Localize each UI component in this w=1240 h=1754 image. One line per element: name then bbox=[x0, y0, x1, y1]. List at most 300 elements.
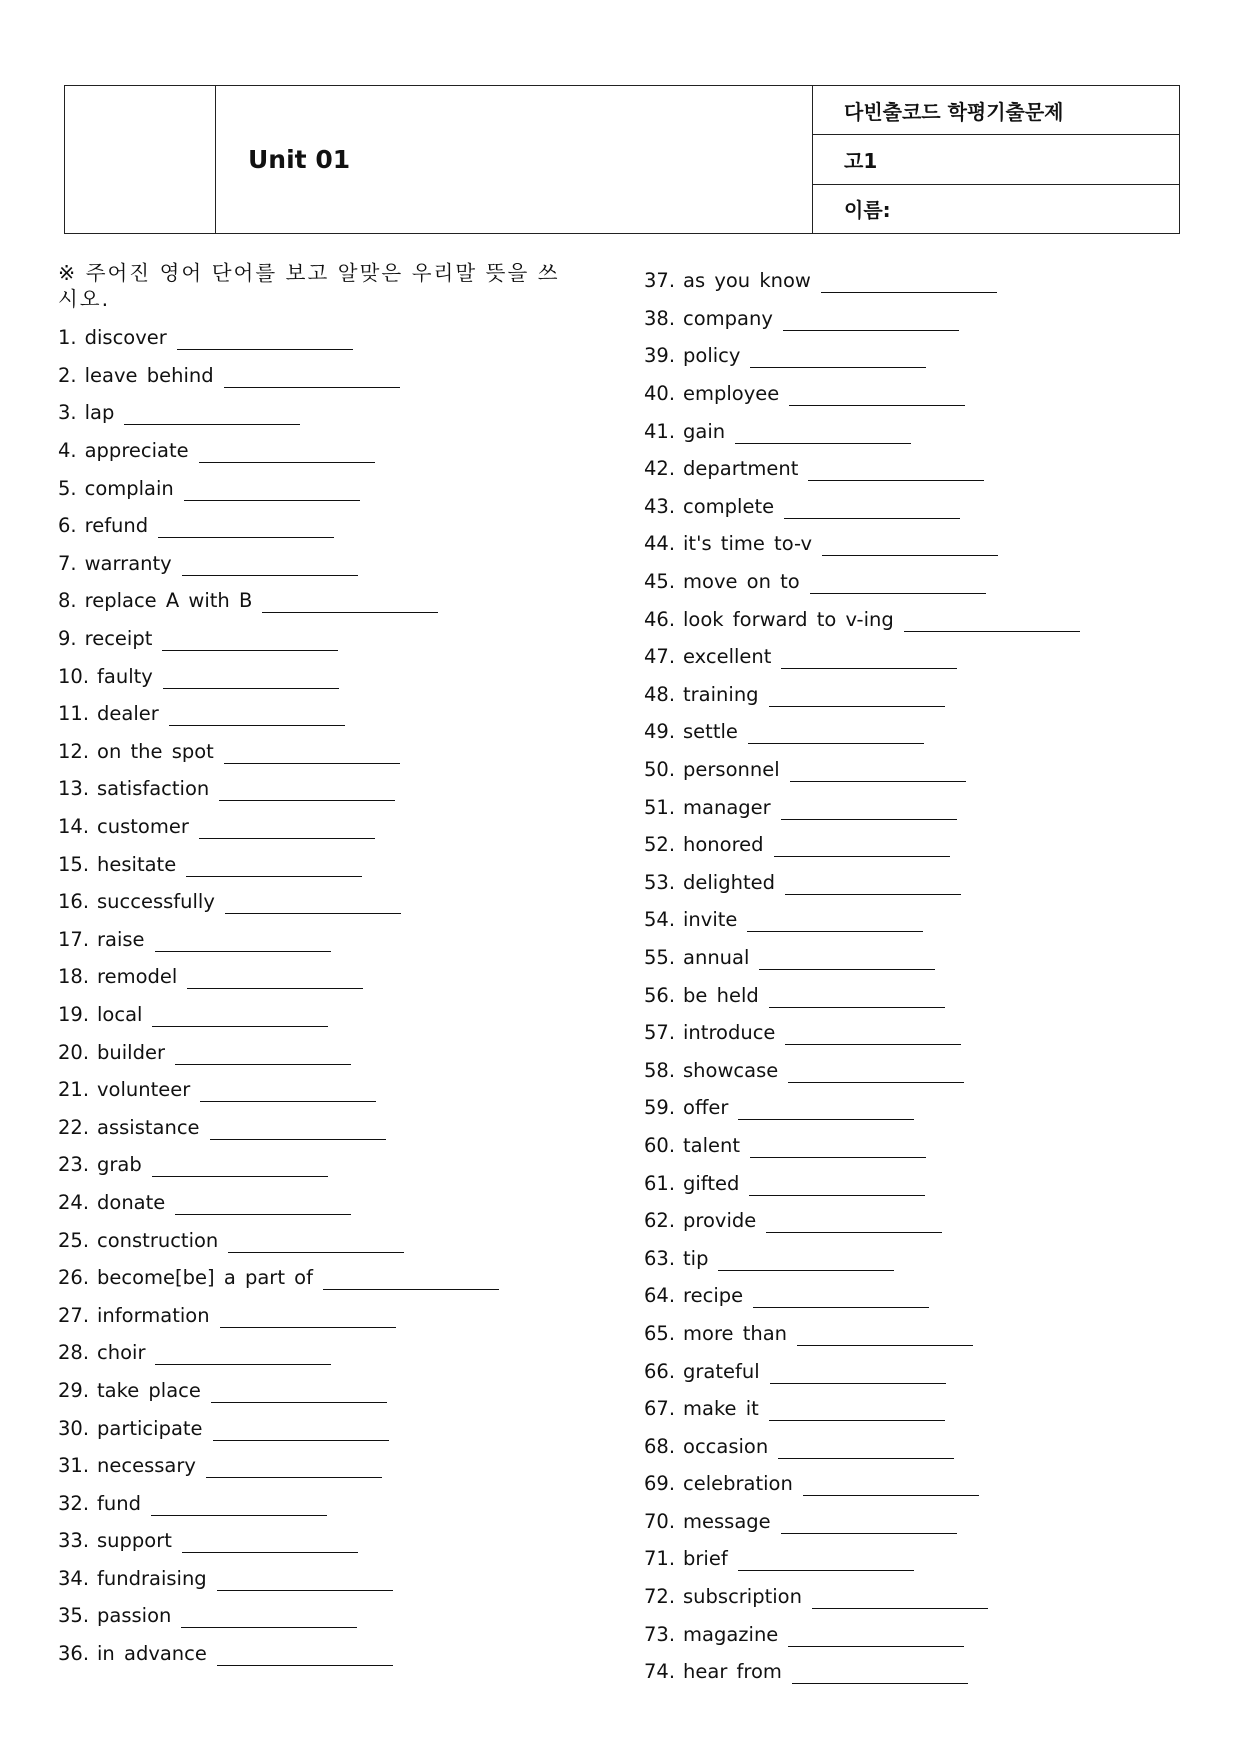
vocab-item bbox=[58, 1146, 578, 1184]
vocab-item bbox=[58, 657, 578, 695]
vocab-item bbox=[58, 394, 578, 432]
answer-blank[interactable] bbox=[219, 782, 395, 801]
item-word: satisfaction bbox=[97, 777, 210, 801]
vocab-item bbox=[58, 1221, 578, 1259]
series-title: 다빈출코드 학평기출문제 bbox=[813, 86, 1179, 135]
vocab-item bbox=[58, 808, 578, 846]
answer-blank[interactable] bbox=[785, 876, 961, 895]
item-number: 30. bbox=[58, 1416, 90, 1440]
vocab-item bbox=[644, 1315, 1164, 1353]
vocab-item bbox=[644, 638, 1164, 676]
item-word: brief bbox=[683, 1547, 728, 1571]
vocab-item bbox=[58, 1560, 578, 1598]
item-word: more than bbox=[683, 1321, 788, 1345]
item-word: invite bbox=[683, 908, 738, 932]
vocab-item bbox=[644, 1239, 1164, 1277]
item-number: 29. bbox=[58, 1378, 90, 1402]
item-number: 65. bbox=[644, 1321, 676, 1345]
answer-blank[interactable] bbox=[749, 1177, 925, 1196]
vocab-item bbox=[58, 733, 578, 771]
answer-blank[interactable] bbox=[810, 575, 986, 594]
item-number: 68. bbox=[644, 1434, 676, 1458]
item-word: receipt bbox=[84, 627, 153, 651]
item-word: policy bbox=[683, 344, 741, 368]
item-number: 35. bbox=[58, 1604, 90, 1628]
answer-blank[interactable] bbox=[162, 632, 338, 651]
answer-blank[interactable] bbox=[783, 312, 959, 331]
item-word: builder bbox=[97, 1040, 165, 1064]
vocab-item bbox=[644, 939, 1164, 977]
vocab-item bbox=[58, 958, 578, 996]
answer-blank[interactable] bbox=[184, 482, 360, 501]
item-number: 1. bbox=[58, 326, 77, 350]
answer-blank[interactable] bbox=[199, 444, 375, 463]
item-number: 13. bbox=[58, 777, 90, 801]
item-number: 49. bbox=[644, 720, 676, 744]
vocab-item bbox=[644, 450, 1164, 488]
item-word: choir bbox=[97, 1341, 146, 1365]
vocab-item bbox=[58, 357, 578, 395]
answer-blank[interactable] bbox=[788, 1064, 964, 1083]
vocab-item bbox=[58, 620, 578, 658]
answer-blank[interactable] bbox=[750, 349, 926, 368]
item-number: 4. bbox=[58, 439, 77, 463]
vocab-item bbox=[644, 1653, 1164, 1691]
item-number: 42. bbox=[644, 457, 676, 481]
left-column bbox=[58, 260, 578, 1672]
vocab-item bbox=[644, 375, 1164, 413]
vocab-item bbox=[644, 1578, 1164, 1616]
item-number: 2. bbox=[58, 363, 77, 387]
answer-blank[interactable] bbox=[199, 820, 375, 839]
item-number: 48. bbox=[644, 682, 676, 706]
item-number: 23. bbox=[58, 1153, 90, 1177]
item-number: 55. bbox=[644, 945, 676, 969]
item-word: in advance bbox=[97, 1642, 207, 1666]
answer-blank[interactable] bbox=[747, 913, 923, 932]
answer-blank[interactable] bbox=[781, 1515, 957, 1534]
answer-blank[interactable] bbox=[735, 425, 911, 444]
item-word: raise bbox=[97, 927, 145, 951]
worksheet-header bbox=[64, 85, 1180, 234]
vocab-item bbox=[58, 507, 578, 545]
item-word: make it bbox=[683, 1397, 759, 1421]
item-number: 24. bbox=[58, 1190, 90, 1214]
answer-blank[interactable] bbox=[769, 688, 945, 707]
vocab-item bbox=[58, 319, 578, 357]
item-number: 11. bbox=[58, 702, 90, 726]
vocab-item bbox=[58, 845, 578, 883]
item-number: 6. bbox=[58, 514, 77, 538]
item-word: volunteer bbox=[97, 1078, 191, 1102]
item-number: 71. bbox=[644, 1547, 676, 1571]
item-number: 37. bbox=[644, 269, 676, 293]
item-word: warranty bbox=[84, 551, 172, 575]
header-meta bbox=[813, 86, 1179, 233]
vocab-item bbox=[58, 1334, 578, 1372]
vocab-item bbox=[58, 1108, 578, 1146]
answer-blank[interactable] bbox=[738, 1101, 914, 1120]
answer-blank[interactable] bbox=[217, 1572, 393, 1591]
item-word: subscription bbox=[683, 1585, 802, 1609]
item-number: 12. bbox=[58, 739, 90, 763]
vocab-item bbox=[58, 1296, 578, 1334]
vocab-item bbox=[58, 1372, 578, 1410]
answer-blank[interactable] bbox=[124, 406, 300, 425]
vocab-item bbox=[644, 412, 1164, 450]
item-word: settle bbox=[683, 720, 738, 744]
vocab-item bbox=[58, 1447, 578, 1485]
item-number: 73. bbox=[644, 1622, 676, 1646]
answer-blank[interactable] bbox=[217, 1647, 393, 1666]
item-number: 26. bbox=[58, 1266, 90, 1290]
vocab-item bbox=[644, 488, 1164, 526]
vocab-item bbox=[58, 1522, 578, 1560]
item-number: 47. bbox=[644, 645, 676, 669]
item-number: 63. bbox=[644, 1246, 676, 1270]
vocab-item bbox=[644, 1127, 1164, 1165]
item-word: dealer bbox=[97, 702, 159, 726]
item-number: 32. bbox=[58, 1491, 90, 1515]
answer-blank[interactable] bbox=[781, 650, 957, 669]
answer-blank[interactable] bbox=[206, 1459, 382, 1478]
vocab-item bbox=[58, 883, 578, 921]
item-number: 17. bbox=[58, 927, 90, 951]
vocab-item bbox=[644, 1014, 1164, 1052]
item-word: delighted bbox=[683, 870, 775, 894]
item-number: 9. bbox=[58, 627, 77, 651]
answer-blank[interactable] bbox=[789, 387, 965, 406]
item-number: 19. bbox=[58, 1002, 90, 1026]
vocab-item bbox=[58, 695, 578, 733]
item-word: assistance bbox=[97, 1115, 200, 1139]
vocab-item bbox=[644, 826, 1164, 864]
item-word: remodel bbox=[97, 965, 178, 989]
item-word: it's time to-v bbox=[683, 532, 813, 556]
vocab-item bbox=[58, 1635, 578, 1673]
item-number: 44. bbox=[644, 532, 676, 556]
item-number: 7. bbox=[58, 551, 77, 575]
answer-blank[interactable] bbox=[750, 1139, 926, 1158]
vocab-item bbox=[58, 1409, 578, 1447]
item-word: passion bbox=[97, 1604, 172, 1628]
answer-blank[interactable] bbox=[182, 557, 358, 576]
vocab-item bbox=[644, 1352, 1164, 1390]
item-number: 38. bbox=[644, 306, 676, 330]
answer-blank[interactable] bbox=[163, 670, 339, 689]
vocab-item bbox=[644, 864, 1164, 902]
answer-blank[interactable] bbox=[748, 725, 924, 744]
vocab-item bbox=[644, 1089, 1164, 1127]
vocab-item bbox=[58, 582, 578, 620]
item-word: complain bbox=[84, 476, 174, 500]
item-number: 16. bbox=[58, 890, 90, 914]
vocab-item bbox=[58, 545, 578, 583]
answer-blank[interactable] bbox=[225, 895, 401, 914]
answer-blank[interactable] bbox=[152, 1158, 328, 1177]
item-word: talent bbox=[683, 1133, 741, 1157]
vocab-item bbox=[644, 300, 1164, 338]
item-number: 41. bbox=[644, 419, 676, 443]
vocab-item bbox=[644, 788, 1164, 826]
item-number: 60. bbox=[644, 1133, 676, 1157]
vocab-item bbox=[644, 713, 1164, 751]
item-number: 14. bbox=[58, 815, 90, 839]
item-number: 28. bbox=[58, 1341, 90, 1365]
item-number: 27. bbox=[58, 1303, 90, 1327]
item-word: become[be] a part of bbox=[97, 1266, 313, 1290]
answer-blank[interactable] bbox=[753, 1289, 929, 1308]
logo-cell bbox=[65, 86, 216, 233]
item-number: 70. bbox=[644, 1509, 676, 1533]
item-word: take place bbox=[97, 1378, 201, 1402]
vocab-item bbox=[58, 1597, 578, 1635]
answer-blank[interactable] bbox=[228, 1234, 404, 1253]
item-word: faulty bbox=[97, 664, 153, 688]
answer-blank[interactable] bbox=[323, 1271, 499, 1290]
item-word: message bbox=[683, 1509, 771, 1533]
grade-label: 고1 bbox=[813, 135, 1179, 184]
vocab-item bbox=[644, 676, 1164, 714]
vocab-item bbox=[644, 1051, 1164, 1089]
vocab-item bbox=[58, 921, 578, 959]
answer-blank[interactable] bbox=[808, 462, 984, 481]
answer-blank[interactable] bbox=[738, 1552, 914, 1571]
vocab-item bbox=[644, 1390, 1164, 1428]
item-word: personnel bbox=[683, 758, 780, 782]
item-word: be held bbox=[683, 983, 759, 1007]
item-number: 15. bbox=[58, 852, 90, 876]
answer-blank[interactable] bbox=[788, 1628, 964, 1647]
vocab-item bbox=[644, 563, 1164, 601]
item-number: 18. bbox=[58, 965, 90, 989]
item-word: annual bbox=[683, 945, 750, 969]
answer-blank[interactable] bbox=[904, 613, 1080, 632]
item-number: 59. bbox=[644, 1096, 676, 1120]
item-word: company bbox=[683, 306, 773, 330]
vocab-item bbox=[644, 262, 1164, 300]
item-word: grateful bbox=[683, 1359, 760, 1383]
vocab-item bbox=[58, 432, 578, 470]
item-number: 52. bbox=[644, 833, 676, 857]
answer-blank[interactable] bbox=[803, 1477, 979, 1496]
item-number: 50. bbox=[644, 758, 676, 782]
answer-blank[interactable] bbox=[151, 1497, 327, 1516]
item-number: 31. bbox=[58, 1454, 90, 1478]
instruction-text: ※ 주어진 영어 단어를 보고 알맞은 우리말 뜻을 쓰시오. bbox=[58, 261, 560, 311]
item-number: 54. bbox=[644, 908, 676, 932]
vocab-item bbox=[644, 1164, 1164, 1202]
vocab-list-right bbox=[644, 262, 1164, 1691]
item-word: look forward to v-ing bbox=[683, 607, 894, 631]
answer-blank[interactable] bbox=[175, 1196, 351, 1215]
vocab-item bbox=[58, 996, 578, 1034]
item-number: 74. bbox=[644, 1660, 676, 1684]
item-word: donate bbox=[97, 1190, 166, 1214]
vocab-item bbox=[644, 1503, 1164, 1541]
item-word: successfully bbox=[97, 890, 215, 914]
answer-blank[interactable] bbox=[822, 537, 998, 556]
item-number: 43. bbox=[644, 494, 676, 518]
item-number: 40. bbox=[644, 382, 676, 406]
item-word: support bbox=[97, 1529, 172, 1553]
item-number: 8. bbox=[58, 589, 77, 613]
item-word: provide bbox=[683, 1209, 757, 1233]
answer-blank[interactable] bbox=[778, 1440, 954, 1459]
item-word: occasion bbox=[683, 1434, 769, 1458]
item-word: fundraising bbox=[97, 1566, 207, 1590]
item-word: offer bbox=[683, 1096, 729, 1120]
answer-blank[interactable] bbox=[821, 274, 997, 293]
vocab-item bbox=[644, 1615, 1164, 1653]
name-field[interactable]: 이름: bbox=[844, 198, 891, 223]
answer-blank[interactable] bbox=[182, 1534, 358, 1553]
vocab-item bbox=[644, 600, 1164, 638]
item-number: 25. bbox=[58, 1228, 90, 1252]
answer-blank[interactable] bbox=[211, 1384, 387, 1403]
item-word: introduce bbox=[683, 1021, 776, 1045]
item-number: 39. bbox=[644, 344, 676, 368]
vocab-item bbox=[644, 1540, 1164, 1578]
item-number: 67. bbox=[644, 1397, 676, 1421]
item-word: honored bbox=[683, 833, 764, 857]
answer-blank[interactable] bbox=[790, 763, 966, 782]
answer-blank[interactable] bbox=[769, 1402, 945, 1421]
item-word: hear from bbox=[683, 1660, 782, 1684]
answer-blank[interactable] bbox=[155, 1346, 331, 1365]
vocab-item bbox=[58, 1033, 578, 1071]
item-word: hesitate bbox=[97, 852, 177, 876]
answer-blank[interactable] bbox=[770, 1365, 946, 1384]
answer-blank[interactable] bbox=[158, 519, 334, 538]
vocab-item bbox=[644, 1277, 1164, 1315]
item-number: 61. bbox=[644, 1171, 676, 1195]
item-number: 66. bbox=[644, 1359, 676, 1383]
vocab-item bbox=[644, 1202, 1164, 1240]
answer-blank[interactable] bbox=[177, 331, 353, 350]
vocab-item bbox=[644, 751, 1164, 789]
answer-blank[interactable] bbox=[759, 951, 935, 970]
vocab-item bbox=[58, 1184, 578, 1222]
vocab-item bbox=[644, 976, 1164, 1014]
item-word: leave behind bbox=[84, 363, 214, 387]
item-word: customer bbox=[97, 815, 189, 839]
item-number: 62. bbox=[644, 1209, 676, 1233]
answer-blank[interactable] bbox=[718, 1252, 894, 1271]
item-number: 10. bbox=[58, 664, 90, 688]
item-word: on the spot bbox=[97, 739, 214, 763]
item-number: 72. bbox=[644, 1585, 676, 1609]
vocab-item bbox=[58, 1484, 578, 1522]
answer-blank[interactable] bbox=[213, 1422, 389, 1441]
vocab-item bbox=[644, 1427, 1164, 1465]
item-number: 20. bbox=[58, 1040, 90, 1064]
answer-blank[interactable] bbox=[186, 858, 362, 877]
answer-blank[interactable] bbox=[797, 1327, 973, 1346]
answer-blank[interactable] bbox=[175, 1046, 351, 1065]
answer-blank[interactable] bbox=[262, 594, 438, 613]
answer-blank[interactable] bbox=[769, 989, 945, 1008]
item-number: 3. bbox=[58, 401, 77, 425]
item-word: participate bbox=[97, 1416, 203, 1440]
item-word: gifted bbox=[683, 1171, 740, 1195]
item-word: department bbox=[683, 457, 799, 481]
answer-blank[interactable] bbox=[181, 1609, 357, 1628]
answer-blank[interactable] bbox=[152, 1008, 328, 1027]
item-word: grab bbox=[97, 1153, 142, 1177]
vocab-list-left bbox=[58, 319, 578, 1672]
item-word: recipe bbox=[683, 1284, 744, 1308]
answer-blank[interactable] bbox=[792, 1665, 968, 1684]
answer-blank[interactable] bbox=[187, 970, 363, 989]
answer-blank[interactable] bbox=[155, 933, 331, 952]
answer-blank[interactable] bbox=[774, 838, 950, 857]
item-word: local bbox=[97, 1002, 143, 1026]
answer-blank[interactable] bbox=[200, 1083, 376, 1102]
vocab-item bbox=[644, 525, 1164, 563]
item-word: training bbox=[683, 682, 759, 706]
answer-blank[interactable] bbox=[224, 745, 400, 764]
item-word: complete bbox=[683, 494, 775, 518]
answer-blank[interactable] bbox=[224, 369, 400, 388]
item-number: 57. bbox=[644, 1021, 676, 1045]
vocab-item bbox=[58, 469, 578, 507]
item-word: excellent bbox=[683, 645, 772, 669]
vocab-item bbox=[644, 337, 1164, 375]
right-column bbox=[644, 262, 1164, 1691]
item-number: 22. bbox=[58, 1115, 90, 1139]
item-number: 21. bbox=[58, 1078, 90, 1102]
item-number: 64. bbox=[644, 1284, 676, 1308]
item-word: move on to bbox=[683, 570, 800, 594]
vocab-item bbox=[58, 1071, 578, 1109]
answer-blank[interactable] bbox=[220, 1309, 396, 1328]
vocab-item bbox=[644, 1465, 1164, 1503]
item-word: discover bbox=[84, 326, 167, 350]
item-number: 45. bbox=[644, 570, 676, 594]
item-number: 53. bbox=[644, 870, 676, 894]
item-word: employee bbox=[683, 382, 780, 406]
answer-blank[interactable] bbox=[210, 1121, 386, 1140]
vocab-item bbox=[644, 901, 1164, 939]
item-word: gain bbox=[683, 419, 726, 443]
item-word: refund bbox=[84, 514, 149, 538]
item-word: manager bbox=[683, 795, 771, 819]
answer-blank[interactable] bbox=[785, 1026, 961, 1045]
answer-blank[interactable] bbox=[169, 707, 345, 726]
item-number: 51. bbox=[644, 795, 676, 819]
item-number: 56. bbox=[644, 983, 676, 1007]
item-word: replace A with B bbox=[84, 589, 253, 613]
item-number: 36. bbox=[58, 1642, 90, 1666]
item-number: 46. bbox=[644, 607, 676, 631]
answer-blank[interactable] bbox=[766, 1214, 942, 1233]
answer-blank[interactable] bbox=[784, 500, 960, 519]
item-number: 58. bbox=[644, 1058, 676, 1082]
vocab-item bbox=[58, 770, 578, 808]
item-word: appreciate bbox=[84, 439, 189, 463]
item-word: fund bbox=[97, 1491, 141, 1515]
item-number: 34. bbox=[58, 1566, 90, 1590]
item-word: magazine bbox=[683, 1622, 779, 1646]
item-word: information bbox=[97, 1303, 210, 1327]
item-word: celebration bbox=[683, 1472, 793, 1496]
item-word: showcase bbox=[683, 1058, 779, 1082]
vocab-item bbox=[58, 1259, 578, 1297]
answer-blank[interactable] bbox=[781, 801, 957, 820]
item-word: lap bbox=[84, 401, 115, 425]
answer-blank[interactable] bbox=[812, 1590, 988, 1609]
